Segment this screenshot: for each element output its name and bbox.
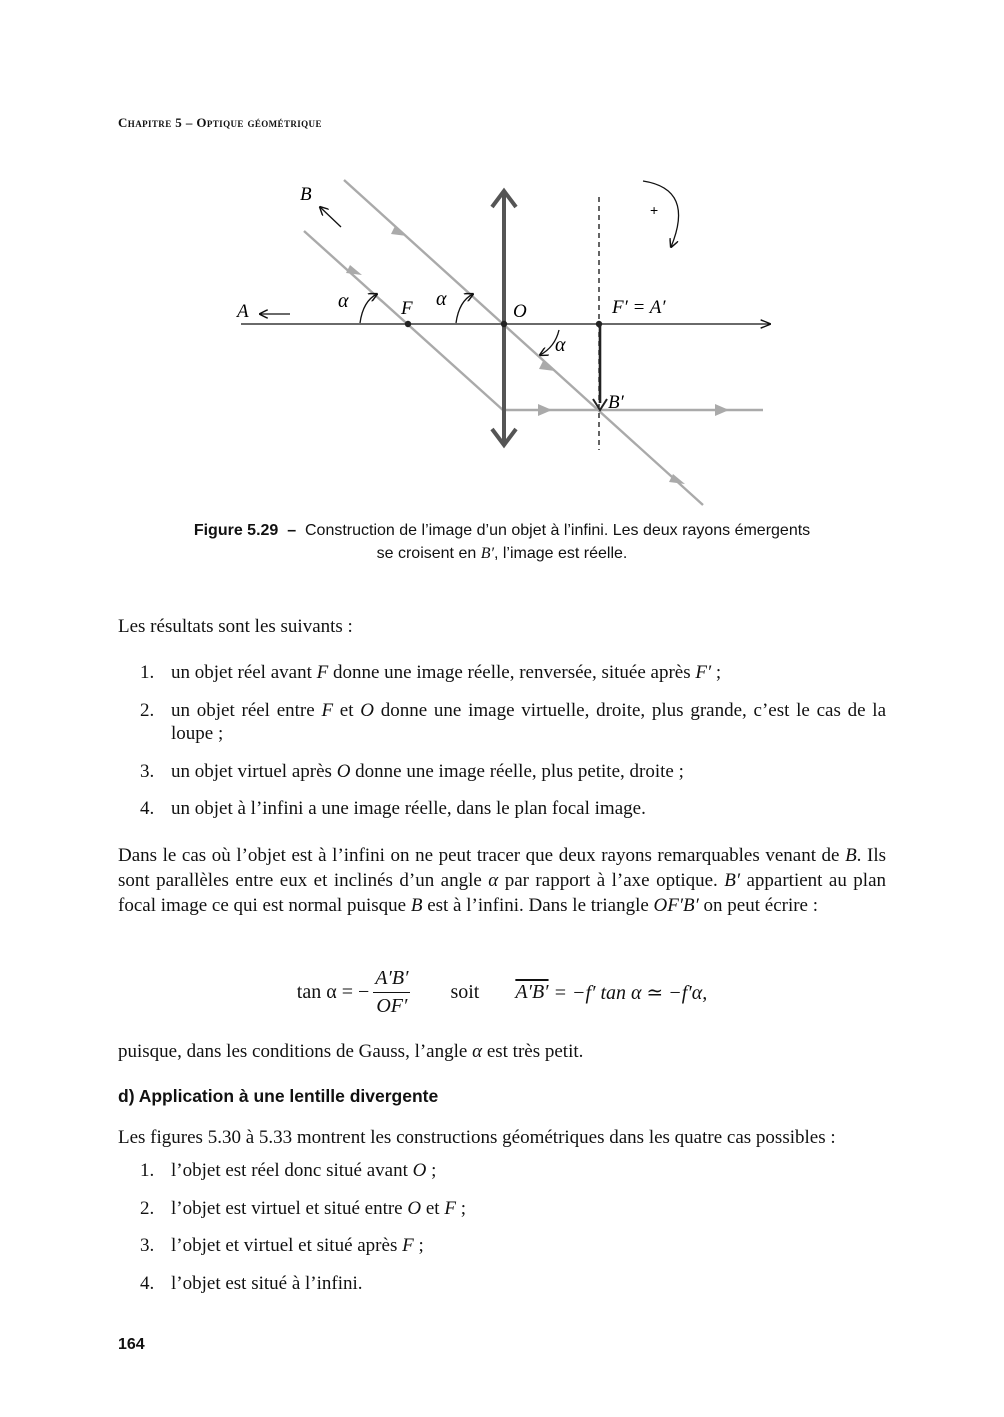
- caption-dash: –: [287, 522, 297, 539]
- ray-through-focus: [304, 231, 504, 411]
- label-alpha-2: α: [436, 288, 447, 310]
- equation: [0, 967, 1004, 1018]
- orientation-arc: [643, 181, 679, 247]
- chapter-title: Optique géométrique: [196, 115, 322, 130]
- caption-text-2b: , l’image est réelle.: [493, 545, 628, 562]
- running-head: [118, 115, 322, 131]
- ray-arrowhead-5: [715, 404, 729, 416]
- figure-caption: [150, 519, 854, 565]
- point-O: [501, 321, 507, 327]
- ray-arrowhead-1: [391, 226, 407, 236]
- caption-var: B′: [480, 545, 494, 562]
- equation-soit: soit: [450, 981, 480, 1003]
- paragraph-gauss: puisque, dans les conditions de Gauss, l’angle α est très petit.: [118, 1041, 584, 1062]
- page-number: 164: [118, 1336, 145, 1353]
- label-B: B: [300, 184, 312, 205]
- caption-text-2a: se croisent en: [376, 545, 477, 562]
- direction-arrow-B: [320, 207, 341, 227]
- equation-rhs-bar: A′B′: [515, 981, 549, 1003]
- caption-label: Figure 5.29: [193, 522, 279, 539]
- equation-rhs: = −f′ tan α ≃ −f′α,: [553, 982, 708, 1004]
- paragraph-infinity: Dans le cas où l’objet est à l’infini on ne peut tracer que deux rayons remarquables venant de B. Ils sont parallèles entre eux et inclinés d’un angle α par rapport à l’axe optique. B′ appartient au plan focal image ce qui est normal puisque B est à l’infini. Dans le triangle OF′B′ on peut écrire :: [118, 845, 886, 916]
- point-F: [405, 321, 411, 327]
- cases-list: [140, 1159, 886, 1309]
- angle-arc-2: [456, 294, 473, 323]
- label-A: A: [237, 301, 249, 322]
- list-item: 1. un objet réel avant F donne une image réelle, renversée, située après F′ ;: [140, 662, 722, 683]
- ray-arrowhead-2: [346, 265, 362, 275]
- fraction-denominator: OF′: [376, 995, 408, 1017]
- intro-text-2: Les figures 5.30 à 5.33 montrent les constructions géométriques dans les quatre cas possibles :: [118, 1127, 836, 1148]
- list-item: 2. l’objet est virtuel et situé entre O et F ;: [140, 1197, 466, 1219]
- intro-text: Les résultats sont les suivants :: [118, 616, 353, 637]
- label-F: F: [401, 298, 413, 319]
- results-list: [140, 661, 886, 835]
- equation-fraction: [373, 967, 410, 1018]
- ray-arrowhead-4: [538, 404, 552, 416]
- label-F-prime-A-prime: F′ = A′: [612, 297, 666, 318]
- label-O: O: [513, 301, 527, 322]
- list-item: 2. un objet réel entre F et O donne une image virtuelle, droite, plus grande, c’est le cas de la loupe ;: [140, 699, 886, 744]
- chapter-label: Chapitre 5: [118, 115, 183, 130]
- section-subheading: d) Application à une lentille divergente: [118, 1086, 439, 1106]
- equation-lhs: tan α = −: [296, 981, 370, 1003]
- angle-arc-1: [360, 294, 377, 323]
- running-head-dash: –: [185, 115, 193, 130]
- list-item: 4. l’objet est situé à l’infini.: [140, 1272, 363, 1294]
- fraction-numerator: A′B′: [373, 967, 410, 993]
- label-alpha-3: α: [555, 334, 566, 356]
- caption-text-1: Construction de l’image d’un objet à l’infini. Les deux rayons émergents: [305, 522, 811, 539]
- list-item: 3. un objet virtuel après O donne une image réelle, plus petite, droite ;: [140, 760, 684, 782]
- list-item: 4. un objet à l’infini a une image réelle, dans le plan focal image.: [140, 798, 646, 819]
- list-item: 3. l’objet et virtuel et situé après F ;: [140, 1235, 424, 1256]
- list-item: 1. l’objet est réel donc situé avant O ;: [140, 1160, 437, 1181]
- label-alpha-1: α: [338, 290, 349, 312]
- point-F-prime: [596, 321, 602, 327]
- label-B-prime: B′: [608, 392, 624, 413]
- label-plus: +: [650, 202, 659, 218]
- figure-lens-diagram: [225, 175, 785, 515]
